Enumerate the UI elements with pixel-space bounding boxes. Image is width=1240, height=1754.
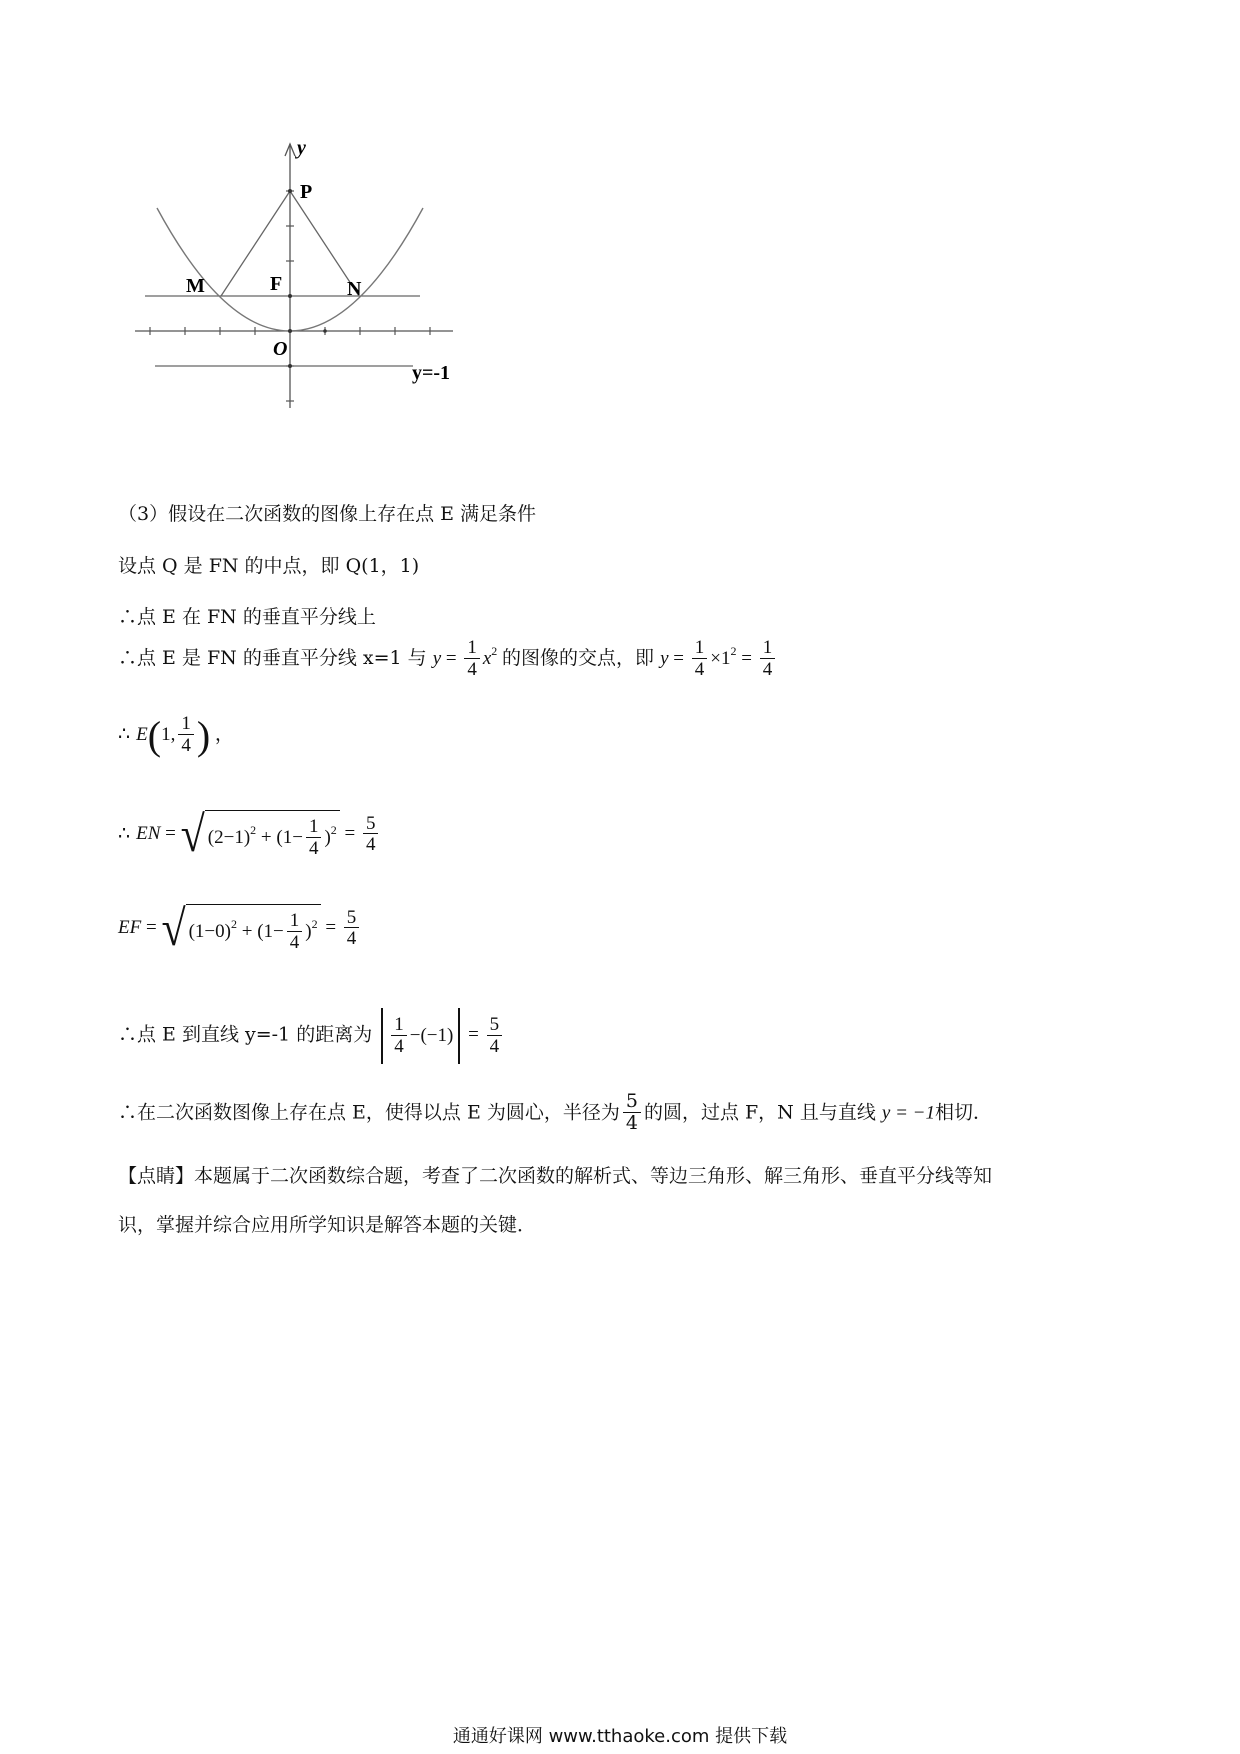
label-O: O <box>273 338 288 360</box>
label-P: P <box>300 181 313 203</box>
label-y-neg1: y=-1 <box>412 362 451 384</box>
formula-EN: EN = √ $(2-1)^2 + (1-$ $\frac{1}{4}$ )$^2$ = $\frac{5}{4}$ <box>136 823 381 844</box>
dot-F <box>288 294 292 298</box>
text-line-7 <box>118 900 362 957</box>
dot-x1 <box>323 329 327 333</box>
text-line-8: ∴点 E 到直线 y=-1 的距离为 $\frac{1}{4}$ − (−1) = $\frac{5}{4}$ <box>118 1008 505 1064</box>
formula-point-E: E(1, $\frac{1}{4}$ ) <box>136 713 211 758</box>
text-line-6: ∴ EN = √ $(2-1)^2 + (1-$ $\frac{1}{4}$ )$^2$ = $\frac{5}{4}$ <box>118 810 381 860</box>
footer-source: 通通好课网 www.tthaoke.com 提供下载 <box>452 1726 788 1747</box>
dot-P <box>288 189 292 193</box>
label-M: M <box>186 275 205 297</box>
dot-O <box>288 329 292 333</box>
formula-e-y-value: y = $\frac{1}{4}$ $\times 1^2$ = $\frac{1}{4}$ <box>660 648 778 669</box>
text-line-3: ∴点 E 在 FN 的垂直平分线上 <box>118 606 376 628</box>
text-line-5: ∴ E(1, $\frac{1}{4}$ ) ， <box>118 713 234 758</box>
formula-parabola: y = $\frac{1}{4}$ $x^2$ <box>432 637 498 680</box>
text-line-4: ∴点 E 是 FN 的垂直平分线 x=1 与 y = $\frac{1}{4}$ $x^2$ 的图像的交点，即 y = $\frac{1}{4}$ $\times 1^2$ = $\frac{1}{4}$ <box>118 638 778 681</box>
text-line-9: ∴在二次函数图像上存在点 E，使得以点 E 为圆心，半径为 $\frac{5}{4}$ 的圆，过点 F，N 且与直线 y = −1相切． <box>118 1090 992 1134</box>
y-axis-label: y <box>297 137 306 159</box>
text-line-1: （3）假设在二次函数的图像上存在点 E 满足条件 <box>118 503 537 525</box>
formula-EF: EF = √ $(1-0)^2 + (1-$ $\frac{1}{4}$ )$^2$ = $\frac{5}{4}$ <box>118 917 362 938</box>
formula-line: y = −1 <box>881 1102 935 1124</box>
parabola-diagram <box>145 137 475 420</box>
note-line-2: 识，掌握并综合应用所学知识是解答本题的关键． <box>118 1214 537 1236</box>
note-line-1: 【点睛】本题属于二次函数综合题，考查了二次函数的解析式、等边三角形、解三角形、垂直平分线等知 <box>118 1165 993 1187</box>
dot-neg1 <box>288 364 292 368</box>
label-N: N <box>347 278 362 300</box>
radius-fraction: $\frac{5}{4}$ <box>623 1092 641 1135</box>
label-F: F <box>270 273 283 295</box>
text-line-2: 设点 Q 是 FN 的中点，即 Q(1，1) <box>118 555 420 577</box>
formula-distance: $\frac{1}{4}$ − (−1) = $\frac{5}{4}$ <box>378 1024 505 1045</box>
